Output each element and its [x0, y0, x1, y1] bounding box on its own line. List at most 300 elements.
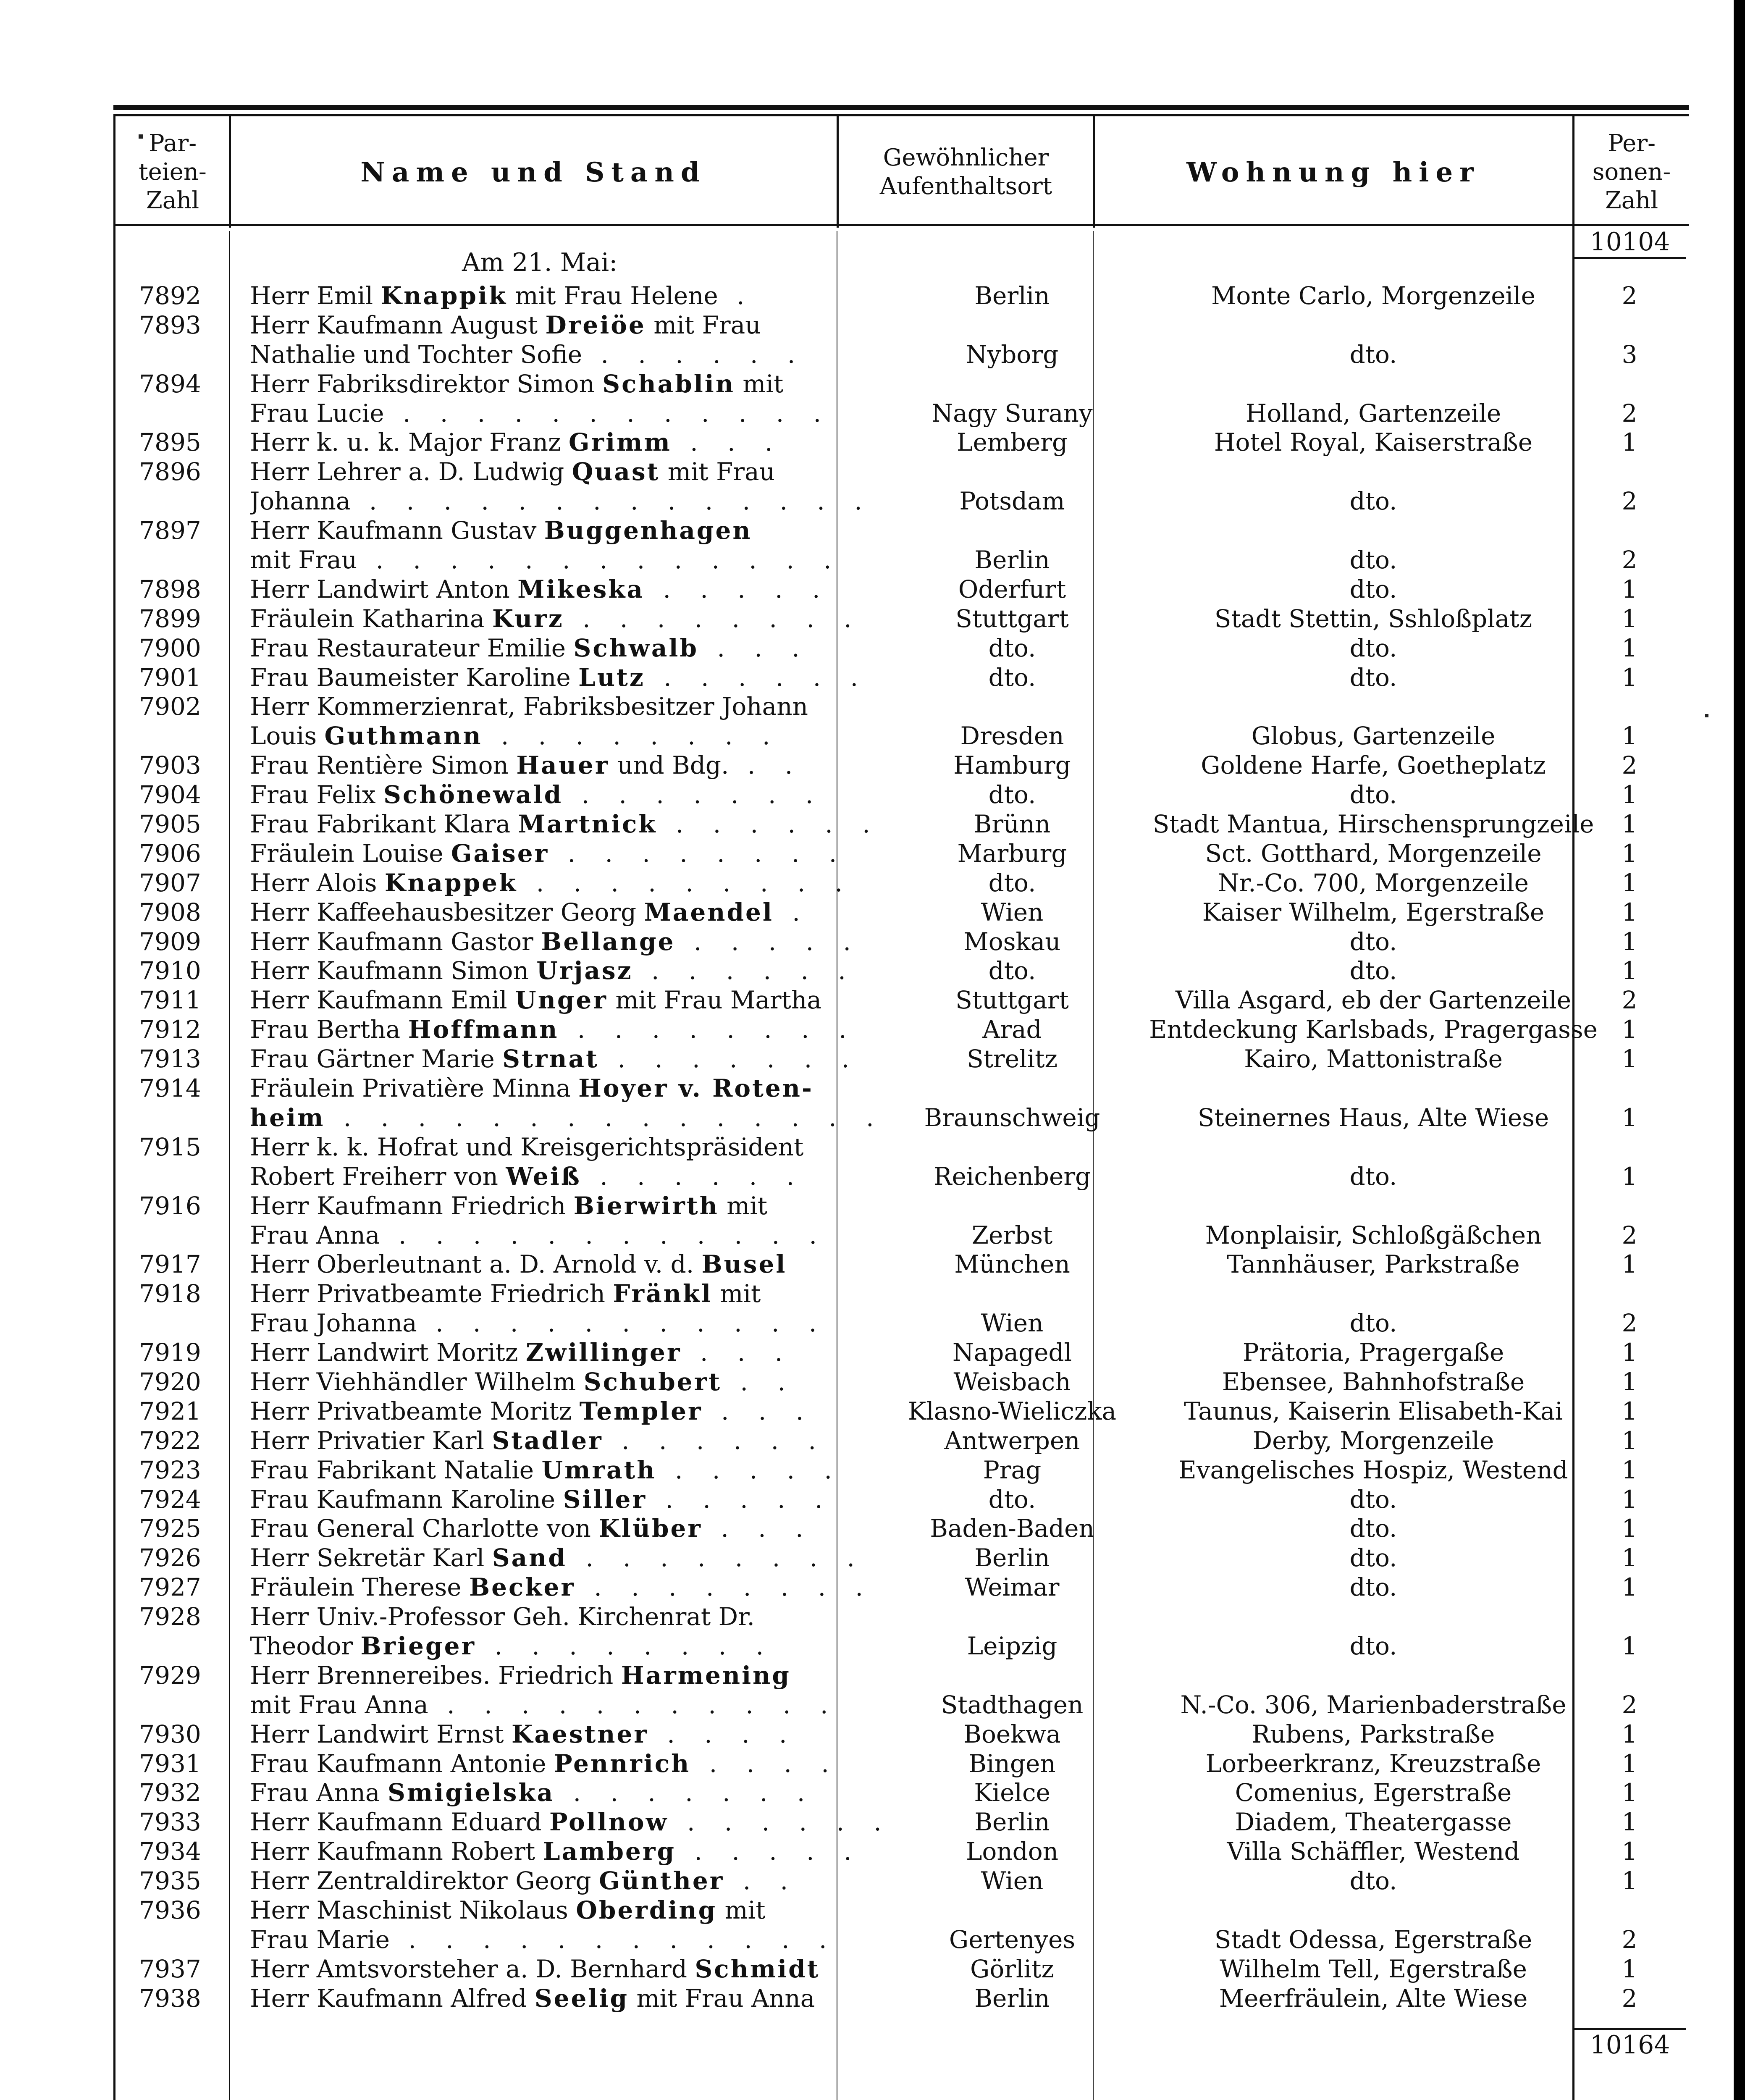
- name-and-rank: [250, 1661, 939, 1690]
- persons-count: 1: [1622, 927, 1637, 956]
- name-prefix: Fräulein Louise: [250, 839, 451, 868]
- name-prefix: Frau General Charlotte von: [250, 1514, 599, 1543]
- lodging-here: dto.: [1349, 546, 1397, 575]
- lodging-here: dto.: [1349, 927, 1397, 956]
- name-prefix: Herr Privatier Karl: [250, 1426, 492, 1455]
- party-number: 7936: [139, 1895, 201, 1924]
- name-suffix: mit: [712, 1279, 761, 1308]
- register-line: [113, 1133, 1689, 1162]
- lodging-here: Goldene Harfe, Goetheplatz: [1201, 751, 1546, 780]
- leader-dots: . . . . . . . . . . . .: [380, 1221, 828, 1250]
- header-usual-residence: Gewöhnlicher Aufenthaltsort: [879, 144, 1052, 200]
- usual-residence: Boekwa: [963, 1719, 1061, 1748]
- name-prefix: Herr Kaufmann Gastor: [250, 927, 541, 956]
- name-and-rank: [250, 1485, 939, 1515]
- name-prefix: Frau Anna: [250, 1778, 388, 1807]
- persons-count: 1: [1622, 1338, 1637, 1367]
- name-prefix: Herr Univ.-Professor Geh. Kirchenrat Dr.: [250, 1602, 755, 1631]
- persons-count: 2: [1622, 1221, 1637, 1250]
- surname: Busel: [701, 1250, 787, 1279]
- usual-residence: Wien: [981, 898, 1044, 927]
- usual-residence: dto.: [988, 956, 1036, 985]
- name-prefix: Herr Emil: [250, 281, 381, 310]
- name-and-rank: [250, 546, 939, 575]
- name-suffix: mit Frau: [660, 457, 775, 486]
- party-number: 7914: [139, 1074, 201, 1103]
- name-and-rank: [250, 1778, 939, 1808]
- name-and-rank: [250, 1925, 939, 1955]
- entry-list: [113, 281, 1689, 2013]
- register-line: [113, 1338, 1689, 1368]
- name-and-rank: [250, 780, 939, 810]
- name-and-rank: [250, 839, 939, 869]
- lodging-here: Lorbeerkranz, Kreuzstraße: [1205, 1749, 1541, 1778]
- name-and-rank: [250, 1514, 939, 1544]
- usual-residence: Moskau: [963, 927, 1061, 956]
- top-thin-rule: [113, 114, 1689, 116]
- party-number: 7903: [139, 751, 201, 780]
- surname: Strnat: [502, 1045, 599, 1074]
- column-rule: [837, 114, 839, 228]
- leader-dots: . . . . . .: [603, 1426, 827, 1455]
- name-prefix: Herr Landwirt Ernst: [250, 1719, 512, 1748]
- register-line: [113, 1544, 1689, 1573]
- usual-residence: Arad: [982, 1015, 1042, 1044]
- lodging-here: Stadt Stettin, Sshloßplatz: [1214, 604, 1532, 633]
- name-prefix: Herr Lehrer a. D. Ludwig: [250, 457, 572, 486]
- register-line: [113, 898, 1689, 927]
- leader-dots: .: [773, 898, 811, 927]
- surname: Weiß: [506, 1162, 581, 1191]
- name-and-rank: [250, 1837, 939, 1866]
- register-line: [113, 1368, 1689, 1397]
- leader-dots: . . . . . .: [632, 956, 857, 985]
- register-line: [113, 1984, 1689, 2013]
- lodging-here: Globus, Gartenzeile: [1251, 722, 1496, 751]
- register-line: [113, 604, 1689, 634]
- name-prefix: Herr Kommerzienrat, Fabriksbesitzer Johann: [250, 692, 808, 721]
- persons-count: 1: [1622, 1015, 1637, 1044]
- party-number: 7913: [139, 1045, 201, 1074]
- party-number: 7909: [139, 927, 201, 956]
- usual-residence: Braunschweig: [924, 1103, 1100, 1132]
- name-prefix: Nathalie und Tochter Sofie: [250, 340, 583, 369]
- name-and-rank: [250, 311, 939, 340]
- name-suffix: mit: [735, 369, 784, 398]
- name-and-rank: [250, 751, 939, 780]
- name-suffix: mit Frau Helene: [507, 281, 718, 310]
- lodging-here: dto.: [1349, 780, 1397, 809]
- leader-dots: . . .: [702, 1514, 814, 1543]
- party-number: 7917: [139, 1250, 201, 1279]
- surname: Unger: [515, 986, 608, 1015]
- register-line: [113, 810, 1689, 839]
- page-edge-shadow: [1734, 0, 1745, 2100]
- usual-residence: Berlin: [974, 1544, 1050, 1572]
- surname: Brieger: [360, 1631, 476, 1660]
- usual-residence: dto.: [988, 780, 1036, 809]
- name-prefix: Fräulein Katharina: [250, 604, 492, 633]
- surname: Kaestner: [511, 1719, 648, 1748]
- surname: Klüber: [598, 1514, 702, 1543]
- party-number: 7904: [139, 780, 201, 809]
- name-prefix: Frau Bertha: [250, 1015, 408, 1044]
- name-prefix: Herr Kaufmann Alfred: [250, 1984, 535, 2013]
- name-and-rank: [250, 1984, 939, 2013]
- party-number: 7929: [139, 1661, 201, 1690]
- surname: Grimm: [568, 428, 672, 457]
- persons-count: 1: [1622, 1749, 1637, 1778]
- name-and-rank: [250, 1133, 939, 1162]
- party-number: 7892: [139, 281, 201, 310]
- party-number: 7900: [139, 633, 201, 662]
- surname: Pollnow: [549, 1808, 669, 1837]
- name-and-rank: [250, 1045, 939, 1074]
- usual-residence: Bingen: [968, 1749, 1056, 1778]
- header-name-and-rank: Name und Stand: [360, 156, 706, 188]
- leader-dots: . . . . .: [644, 575, 831, 604]
- lodging-here: Meerfräulein, Alte Wiese: [1219, 1984, 1528, 2013]
- register-line: [113, 1397, 1689, 1426]
- usual-residence: Gertenyes: [949, 1925, 1076, 1954]
- register-line: [113, 1749, 1689, 1779]
- usual-residence: Görlitz: [970, 1954, 1054, 1983]
- persons-count: 1: [1622, 1954, 1637, 1983]
- name-and-rank: [250, 1808, 939, 1837]
- name-and-rank: [250, 1544, 939, 1573]
- name-and-rank: [250, 1397, 939, 1426]
- leader-dots: . . . .: [690, 1749, 840, 1778]
- party-number: 7927: [139, 1573, 201, 1602]
- name-prefix: Frau Kaufmann Karoline: [250, 1485, 563, 1514]
- name-and-rank: [250, 370, 939, 399]
- surname: Templer: [579, 1396, 703, 1425]
- column-rule: [229, 114, 231, 228]
- surname: Siller: [563, 1485, 647, 1514]
- leader-dots: . . . . . . . .: [564, 604, 863, 633]
- leader-dots: . . . . . . .: [598, 1045, 861, 1074]
- name-prefix: Johanna: [250, 487, 351, 516]
- register-line: [113, 1456, 1689, 1485]
- persons-count: 1: [1622, 663, 1637, 692]
- name-prefix: Herr Kaufmann Robert: [250, 1837, 543, 1866]
- name-prefix: Theodor: [250, 1631, 361, 1660]
- lodging-here: Prätoria, Pragergaße: [1242, 1338, 1504, 1367]
- name-prefix: mit Frau Anna: [250, 1690, 428, 1719]
- surname: Lamberg: [543, 1837, 676, 1866]
- usual-residence: dto.: [988, 868, 1036, 897]
- leader-dots: . . . . . . . .: [567, 1544, 866, 1572]
- lodging-here: Wilhelm Tell, Egerstraße: [1220, 1954, 1527, 1983]
- name-prefix: Fräulein Therese: [250, 1573, 470, 1602]
- register-line: [113, 546, 1689, 575]
- persons-count: 1: [1622, 1719, 1637, 1748]
- usual-residence: Klasno-Wieliczka: [908, 1396, 1117, 1425]
- usual-residence: Berlin: [974, 281, 1050, 310]
- register-line: [113, 1896, 1689, 1925]
- name-prefix: Frau Kaufmann Antonie: [250, 1749, 554, 1778]
- leader-dots: . . . .: [648, 1719, 798, 1748]
- name-prefix: Herr Kaufmann Simon: [250, 956, 537, 985]
- usual-residence: Nyborg: [966, 340, 1059, 369]
- name-prefix: Louis: [250, 722, 325, 751]
- party-number: 7902: [139, 692, 201, 721]
- name-prefix: Herr Kaffeehausbesitzer Georg: [250, 898, 644, 927]
- persons-count: 1: [1622, 1455, 1637, 1484]
- surname: Bellange: [541, 927, 675, 956]
- persons-count: 2: [1622, 1984, 1637, 2013]
- register-line: [113, 281, 1689, 311]
- party-number: 7925: [139, 1514, 201, 1543]
- party-number: 7918: [139, 1279, 201, 1308]
- carried-total: 10104: [1574, 227, 1686, 259]
- name-and-rank: [250, 1309, 939, 1338]
- leader-dots: . . . . . . .: [563, 780, 824, 809]
- register-line: [113, 1103, 1689, 1133]
- usual-residence: Oderfurt: [958, 575, 1066, 604]
- register-line: [113, 780, 1689, 810]
- party-number: 7919: [139, 1338, 201, 1367]
- persons-count: 2: [1622, 751, 1637, 780]
- lodging-here: dto.: [1349, 487, 1397, 516]
- leader-dots: . . . . . . . . . . . . .: [357, 546, 842, 575]
- surname: Urjasz: [536, 956, 633, 985]
- persons-count: 1: [1622, 1808, 1637, 1837]
- header-lodging-here: Wohnung hier: [1186, 156, 1480, 188]
- persons-count: 1: [1622, 575, 1637, 604]
- usual-residence: dto.: [988, 633, 1036, 662]
- name-prefix: Herr Zentraldirektor Georg: [250, 1866, 599, 1895]
- party-number: 7908: [139, 898, 201, 927]
- name-and-rank: [250, 956, 939, 986]
- name-suffix: mit: [717, 1895, 766, 1924]
- party-number: 7911: [139, 986, 201, 1015]
- name-prefix: Herr Privatbeamte Friedrich: [250, 1279, 613, 1308]
- name-prefix: Frau Baumeister Karoline: [250, 663, 579, 692]
- usual-residence: Berlin: [974, 1808, 1050, 1837]
- lodging-here: Entdeckung Karlsbads, Pragergasse: [1149, 1015, 1598, 1044]
- name-and-rank: [250, 1279, 939, 1309]
- register-line: [113, 1573, 1689, 1602]
- name-and-rank: [250, 340, 939, 370]
- party-number: 7897: [139, 516, 201, 545]
- name-suffix: und Bdg.: [609, 751, 729, 780]
- persons-count: 2: [1622, 399, 1637, 428]
- persons-count: 1: [1622, 1162, 1637, 1191]
- persons-count: 1: [1622, 1544, 1637, 1572]
- usual-residence: Baden-Baden: [930, 1514, 1094, 1543]
- name-prefix: Frau Marie: [250, 1925, 390, 1954]
- leader-dots: . . . . . . .: [554, 1778, 816, 1807]
- leader-dots: . . . . . . . . . . .: [428, 1690, 839, 1719]
- surname: Smigielska: [387, 1778, 555, 1807]
- surname: Lutz: [578, 663, 645, 692]
- persons-count: 1: [1622, 1573, 1637, 1602]
- leader-dots: . . . . . .: [657, 810, 881, 839]
- name-prefix: mit Frau: [250, 546, 357, 575]
- name-and-rank: [250, 428, 939, 457]
- register-line: [113, 1074, 1689, 1103]
- persons-count: 1: [1622, 1631, 1637, 1660]
- surname: Umrath: [541, 1455, 656, 1484]
- lodging-here: dto.: [1349, 1866, 1397, 1895]
- name-prefix: Frau Fabrikant Natalie: [250, 1455, 542, 1484]
- name-and-rank: [250, 457, 939, 487]
- name-and-rank: [250, 399, 939, 428]
- leader-dots: .: [718, 281, 756, 310]
- name-and-rank: [250, 1338, 939, 1368]
- register-line: [113, 1045, 1689, 1074]
- usual-residence: Dresden: [960, 722, 1064, 751]
- lodging-here: dto.: [1349, 956, 1397, 985]
- name-prefix: Fräulein Privatière Minna: [250, 1074, 579, 1103]
- surname: Hauer: [516, 751, 610, 780]
- register-line: [113, 575, 1689, 604]
- usual-residence: Weimar: [965, 1573, 1060, 1602]
- party-number: 7922: [139, 1426, 201, 1455]
- print-speck: [1705, 714, 1708, 717]
- surname: Buggenhagen: [544, 516, 752, 545]
- name-and-rank: [250, 1720, 939, 1749]
- party-number: 7926: [139, 1544, 201, 1572]
- section-date-title: Am 21. Mai:: [462, 248, 618, 277]
- lodging-here: dto.: [1349, 1631, 1397, 1660]
- surname: Oberding: [576, 1895, 717, 1924]
- leader-dots: . . . . . .: [668, 1808, 892, 1837]
- name-and-rank: [250, 1456, 939, 1485]
- persons-count: 1: [1622, 780, 1637, 809]
- name-prefix: Herr Amtsvorsteher a. D. Bernhard: [250, 1954, 695, 1983]
- register-line: [113, 1250, 1689, 1279]
- name-and-rank: [250, 1103, 939, 1133]
- register-line: [113, 340, 1689, 370]
- party-number: 7905: [139, 810, 201, 839]
- persons-count: 2: [1622, 1309, 1637, 1338]
- leader-dots: . . . . . . . . .: [517, 868, 854, 897]
- register-line: [113, 751, 1689, 780]
- name-and-rank: [250, 487, 939, 516]
- persons-count: 1: [1622, 1514, 1637, 1543]
- party-number: 7937: [139, 1954, 201, 1983]
- register-line: [113, 1485, 1689, 1515]
- persons-count: 2: [1622, 281, 1637, 310]
- name-and-rank: [250, 281, 939, 311]
- register-line: [113, 1221, 1689, 1250]
- name-prefix: Frau Johanna: [250, 1309, 417, 1338]
- register-line: [113, 927, 1689, 957]
- name-and-rank: [250, 1955, 939, 1984]
- lodging-here: Monte Carlo, Morgenzeile: [1211, 281, 1535, 310]
- name-prefix: Herr k. u. k. Major Franz: [250, 428, 569, 457]
- party-number: 7932: [139, 1778, 201, 1807]
- register-line: [113, 1015, 1689, 1045]
- lodging-here: dto.: [1349, 575, 1397, 604]
- usual-residence: Hamburg: [953, 751, 1071, 780]
- name-prefix: Herr Maschinist Nikolaus: [250, 1895, 576, 1924]
- surname: Becker: [469, 1573, 575, 1602]
- register-line: [113, 1808, 1689, 1837]
- surname: Bierwirth: [573, 1191, 719, 1220]
- party-number: 7899: [139, 604, 201, 633]
- register-line: [113, 428, 1689, 457]
- name-and-rank: [250, 1074, 939, 1103]
- register-line: [113, 1690, 1689, 1720]
- name-prefix: Frau Fabrikant Klara: [250, 810, 518, 839]
- visitor-register-table: [113, 105, 1689, 2100]
- register-line: [113, 1866, 1689, 1896]
- surname: Guthmann: [324, 722, 483, 751]
- name-and-rank: [250, 1573, 939, 1602]
- name-prefix: Herr Landwirt Anton: [250, 575, 518, 604]
- lodging-here: Villa Asgard, eb der Gartenzeile: [1175, 986, 1572, 1015]
- persons-count: 1: [1622, 1367, 1637, 1396]
- lodging-here: Diadem, Theatergasse: [1235, 1808, 1512, 1837]
- lodging-here: Stadt Mantua, Hirschensprungzeile: [1152, 810, 1594, 839]
- top-double-rule: [113, 105, 1689, 110]
- name-prefix: Herr Landwirt Moritz: [250, 1338, 526, 1367]
- party-number: 7924: [139, 1485, 201, 1514]
- persons-count: 1: [1622, 1250, 1637, 1279]
- persons-count: 2: [1622, 986, 1637, 1015]
- persons-count: 1: [1622, 1103, 1637, 1132]
- surname: Seelig: [534, 1984, 629, 2013]
- register-line: [113, 839, 1689, 869]
- leader-dots: . . . . .: [656, 1455, 843, 1484]
- surname: Knappek: [384, 868, 518, 897]
- name-and-rank: [250, 898, 939, 927]
- lodging-here: Stadt Odessa, Egerstraße: [1214, 1925, 1532, 1954]
- name-and-rank: [250, 1602, 939, 1632]
- usual-residence: Leipzig: [967, 1631, 1057, 1660]
- name-and-rank: [250, 810, 939, 839]
- name-and-rank: [250, 1866, 939, 1896]
- usual-residence: München: [954, 1250, 1070, 1279]
- leader-dots: . .: [729, 751, 804, 780]
- name-and-rank: [250, 869, 939, 898]
- name-prefix: Frau Rentière Simon: [250, 751, 517, 780]
- usual-residence: Stuttgart: [955, 986, 1069, 1015]
- surname: Harmening: [621, 1661, 791, 1690]
- party-number: 7920: [139, 1367, 201, 1396]
- leader-dots: . . .: [698, 633, 811, 662]
- register-line: [113, 1192, 1689, 1221]
- lodging-here: Hotel Royal, Kaiserstraße: [1214, 428, 1533, 457]
- lodging-here: N.-Co. 306, Marienbaderstraße: [1180, 1690, 1567, 1719]
- lodging-here: Comenius, Egerstraße: [1235, 1778, 1512, 1807]
- final-total: 10164: [1574, 2028, 1686, 2060]
- name-prefix: Frau Gärtner Marie: [250, 1045, 503, 1074]
- persons-count: 1: [1622, 810, 1637, 839]
- name-and-rank: [250, 1896, 939, 1925]
- register-line: [113, 1778, 1689, 1808]
- name-suffix: mit Frau Anna: [629, 1984, 815, 2013]
- usual-residence: Potsdam: [959, 487, 1065, 516]
- leader-dots: . . . . . . . .: [549, 839, 848, 868]
- register-line: [113, 457, 1689, 487]
- name-prefix: Herr k. k. Hofrat und Kreisgerichtspräsident: [250, 1132, 804, 1161]
- usual-residence: London: [966, 1837, 1059, 1866]
- leader-dots: . . . . . . . . . . . . . . .: [325, 1103, 885, 1132]
- leader-dots: . . . . . .: [582, 340, 806, 369]
- persons-count: 1: [1622, 898, 1637, 927]
- header-party-number: Par- teien- Zahl: [139, 130, 207, 214]
- persons-count: 2: [1622, 1925, 1637, 1954]
- persons-count: 1: [1622, 1396, 1637, 1425]
- name-and-rank: [250, 1162, 939, 1192]
- leader-dots: . . . . . . . . . . . .: [384, 399, 832, 428]
- name-and-rank: [250, 1632, 939, 1661]
- lodging-here: dto.: [1349, 633, 1397, 662]
